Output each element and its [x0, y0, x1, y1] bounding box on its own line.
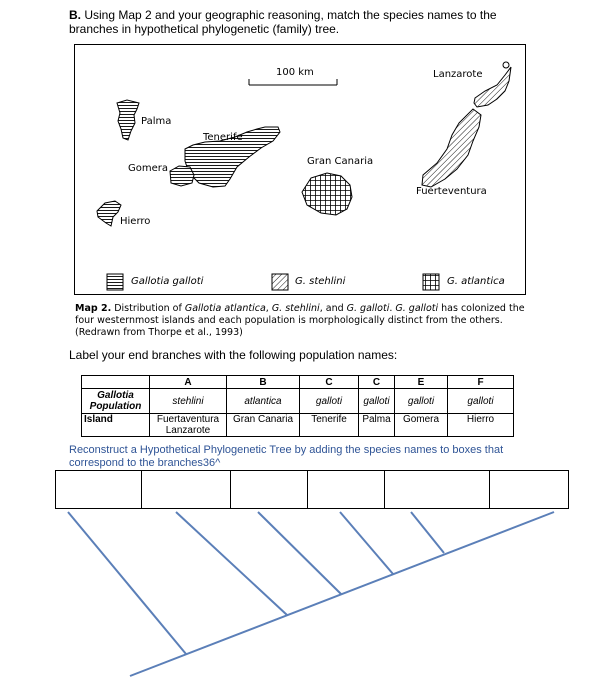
caption-species-2: G. stehlini	[271, 303, 320, 314]
table-cell: stehlini	[150, 389, 227, 414]
tree-branch	[176, 512, 287, 615]
table-cell: galloti	[300, 389, 359, 414]
label-gomera: Gomera	[128, 163, 168, 174]
tree-branch	[258, 512, 341, 594]
table-header: E	[395, 376, 448, 389]
label-instruction: Label your end branches with the following population names:	[69, 348, 398, 362]
caption-text-5: has colonized the four westernmost islands and each population is morphologically distinct from the others. (Redrawn from Thorpe et al., 1993)	[75, 303, 525, 338]
legend-stehlini-label: G. stehlini	[295, 276, 346, 287]
caption-text-3: , and	[319, 303, 347, 314]
caption-species-1: Gallotia atlantica	[184, 303, 266, 314]
row-label-island: Island	[82, 414, 150, 437]
table-cell: atlantica	[227, 389, 300, 414]
row-label-population: Gallotia Population	[82, 389, 150, 414]
caption-text-1: Distribution of	[111, 303, 185, 314]
table-header: F	[448, 376, 514, 389]
table-cell: galloti	[359, 389, 395, 414]
table-cell: Palma	[359, 414, 395, 437]
label-gran-canaria: Gran Canaria	[307, 156, 374, 167]
table-cell: galloti	[395, 389, 448, 414]
label-tenerife: Tenerife	[203, 132, 243, 143]
legend-galloti-label: Gallotia galloti	[131, 276, 204, 287]
legend-atlantica-label: G. atlantica	[447, 276, 505, 287]
reconstruct-instruction: Reconstruct a Hypothetical Phylogenetic Tree by adding the species names to boxes that correspond to the branches36^	[69, 444, 504, 469]
label-fuerteventura: Fuerteventura	[416, 186, 487, 197]
caption-text-4: .	[389, 303, 396, 314]
caption-species-4: G. galloti	[395, 303, 439, 314]
table-cell: Gomera	[395, 414, 448, 437]
table-header: B	[227, 376, 300, 389]
caption-text-2: ,	[265, 303, 272, 314]
table-cell: galloti	[448, 389, 514, 414]
table-cell: Tenerife	[300, 414, 359, 437]
tree-branch	[340, 512, 393, 574]
tree-trunk	[130, 512, 554, 676]
table-header: C	[300, 376, 359, 389]
tree-branch	[411, 512, 444, 553]
question-body: Using Map 2 and your geographic reasoning, match the species names to the branches in hypothetical phylogenetic (family) tree.	[69, 8, 497, 36]
table-cell: Gran Canaria	[227, 414, 300, 437]
table-cell: Fuertaventura Lanzarote	[150, 414, 227, 437]
label-hierro: Hierro	[120, 216, 151, 227]
caption-species-3: G. galloti	[346, 303, 390, 314]
label-palma: Palma	[141, 116, 172, 127]
caption-title: Map 2.	[75, 303, 112, 314]
question-prefix: B.	[69, 8, 81, 22]
table-header: A	[150, 376, 227, 389]
scale-label: 100 km	[276, 67, 314, 78]
label-lanzarote: Lanzarote	[433, 69, 483, 80]
tree-branch	[68, 512, 186, 654]
table-header: C	[359, 376, 395, 389]
table-cell: Hierro	[448, 414, 514, 437]
